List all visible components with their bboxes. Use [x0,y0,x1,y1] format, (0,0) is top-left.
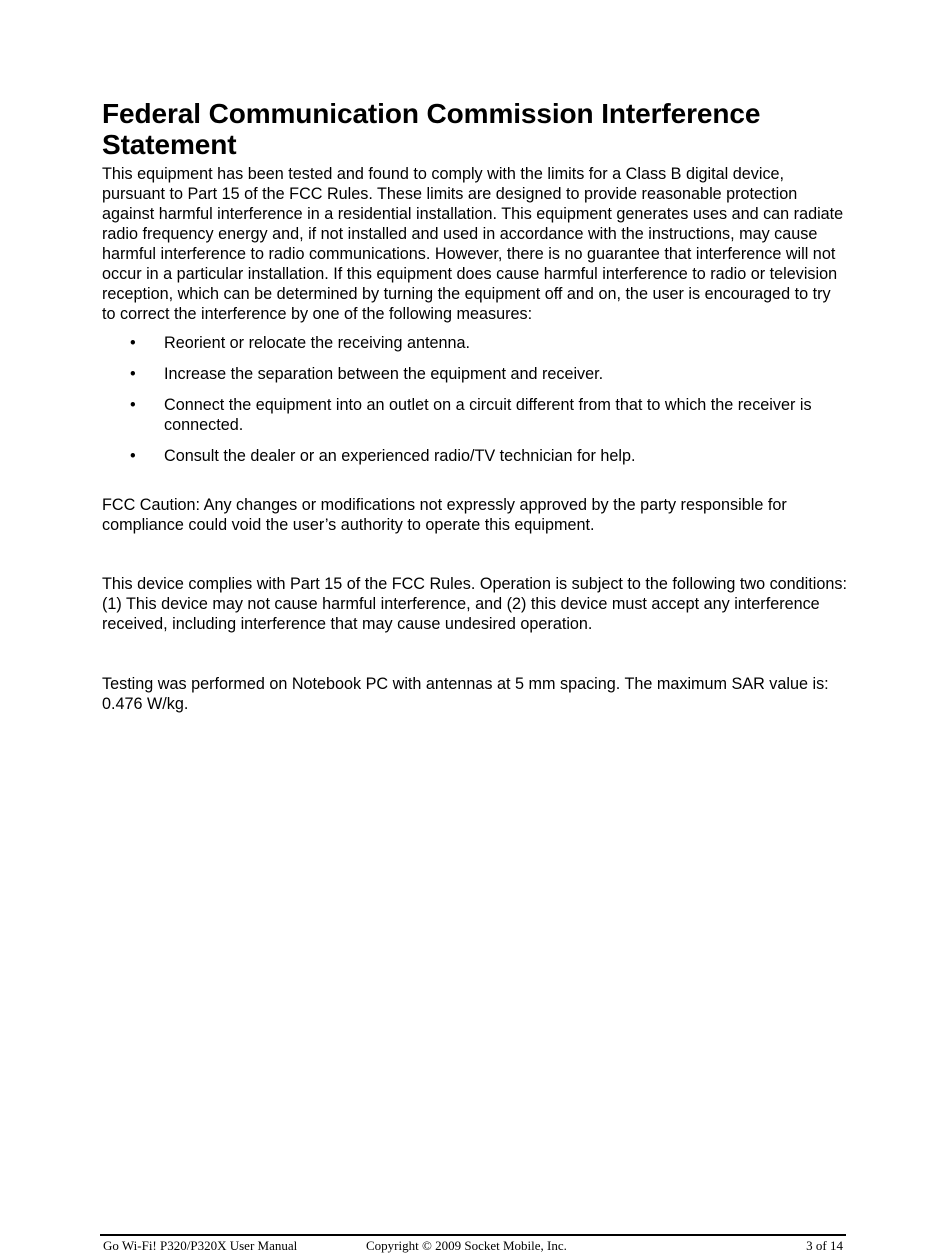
part15-compliance-paragraph: This device complies with Part 15 of the FCC Rules. Operation is subject to the following two conditions: (1) This device may not cause harmful interference, and (2) this device must accept any interference received, including interference that may cause undesired operation. [102,575,847,633]
list-item-text: Increase the separation between the equipment and receiver. [164,365,604,383]
page-title: Federal Communication Commission Interference Statement [102,98,761,160]
list-item-text: Connect the equipment into an outlet on a circuit different from that to which the receiver is connected. [164,396,812,434]
sar-testing-paragraph: Testing was performed on Notebook PC with antennas at 5 mm spacing. The maximum SAR value is: 0.476 W/kg. [102,675,829,713]
list-item [102,364,847,384]
page-footer [100,1234,846,1253]
list-item-text: Consult the dealer or an experienced radio/TV technician for help. [164,447,636,465]
bullet-icon: • [130,447,136,465]
list-item-text: Reorient or relocate the receiving antenna. [164,334,470,352]
document-page [102,98,847,714]
footer-manual-title: Go Wi-Fi! P320/P320X User Manual [103,1238,298,1253]
measures-list [102,333,847,466]
bullet-icon: • [130,334,136,352]
list-item [102,446,847,466]
footer-copyright: Copyright © 2009 Socket Mobile, Inc. [366,1238,567,1253]
footer-page-number: 3 of 14 [806,1238,843,1253]
bullet-icon: • [130,396,136,414]
bullet-icon: • [130,365,136,383]
intro-paragraph: This equipment has been tested and found to comply with the limits for a Class B digital device, pursuant to Part 15 of the FCC Rules. These limits are designed to provide reasonable protection against harmful interference in a residential installation. This equipment generates uses and can radiate radio frequency energy and, if not installed and used in accordance with the instructions, may cause harmful interference to radio communications. However, there is no guarantee that interference will not occur in a particular installation. If this equipment does cause harmful interference to radio or television reception, which can be determined by turning the equipment off and on, the user is encouraged to try to correct the interference by one of the following measures: [102,165,844,323]
list-item [102,333,847,353]
fcc-caution-paragraph: FCC Caution: Any changes or modifications not expressly approved by the party responsible for compliance could void the user’s authority to operate this equipment. [102,496,787,534]
list-item [102,395,847,435]
